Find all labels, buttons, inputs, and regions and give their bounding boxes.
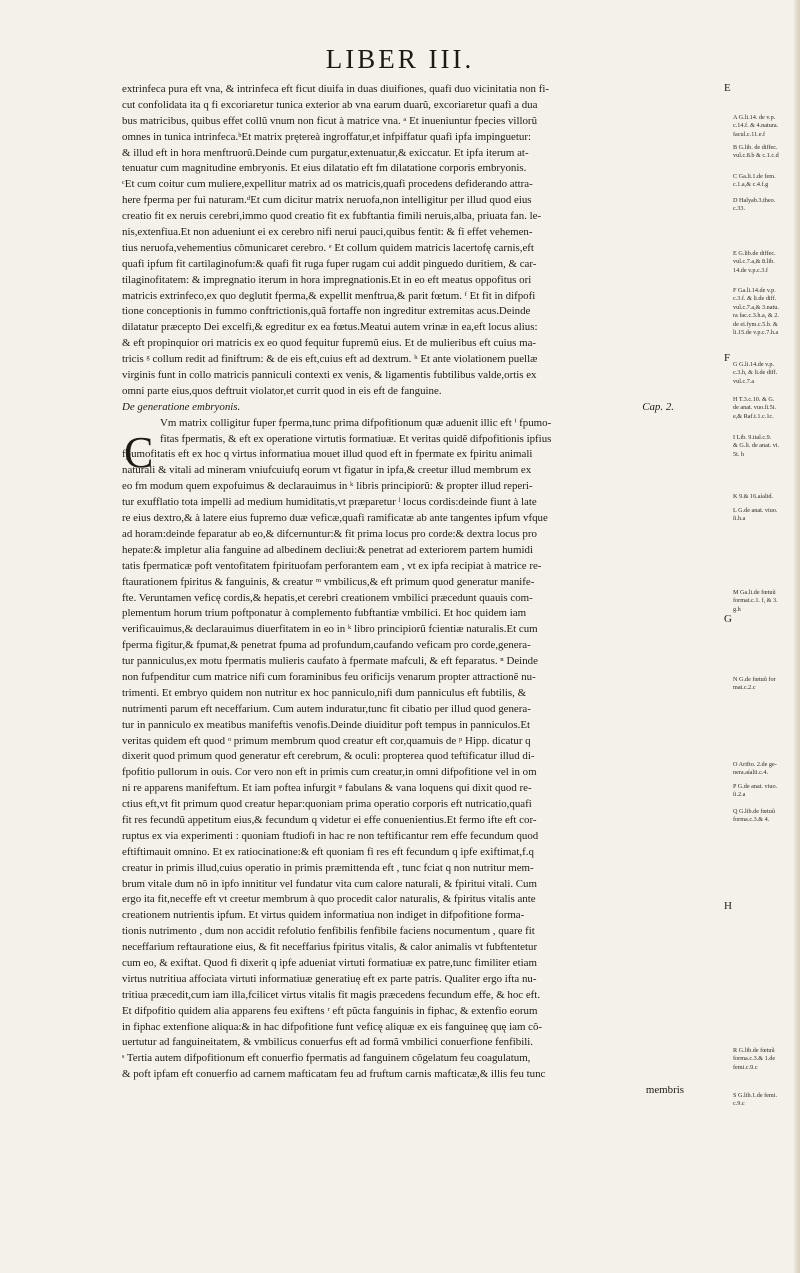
text-line: ftaurationem fpiritus & fanguinis, & creatur ᵐ vmbilicus,& eft primum quod generatur manife-: [122, 575, 535, 588]
margin-letter-g: G: [724, 613, 732, 625]
main-text: [122, 82, 722, 1099]
text-line: nis,extenfiua.Et non adueniunt ei ex cerebro nifi nerui pauci,quibus fentit: & fi effet vehemen-: [122, 226, 533, 239]
text-line: bus matricibus, quibus effet collũ vnum non ficut à matrice vna. ᵃ Et inueniuntur fpecies villorũ: [122, 114, 538, 127]
text-line: in fiphac extenfione aliqua:& in hac difpofitione funt veficę aliquæ ex eis fanguineę quę iam cõ-: [122, 1020, 543, 1033]
text-line: ᶜEt cum coitur cum muliere,expellitur matrix ad os matricis,quafi procedens defiderando attra-: [122, 178, 533, 191]
text-line: dilatatur præcepto Dei excelfi,& egreditur ex ea fœtus.Meatui autem vrinæ in ea,eft locus alius:: [122, 321, 538, 334]
text-line: Et difpofitio quidem alia apparens feu exiftens ʳ eft pũcta fanguinis in fiphac, & extenfio eorum: [122, 1004, 538, 1017]
text-line: ruptus ex via experimenti : quoniam ftudiofi in hac re non teftificantur rem effe fecundum quod: [122, 829, 539, 842]
text-line: hepate:& impletur alia fanguine ad albedinem decliui:& penetrat ad exteriorem partem humidi: [122, 543, 533, 556]
text-line: matricis extrinfeco,ex quo deglutit fperma,& expellit menftrua,& parit fœtum. ᶠ Et fit in difpofi: [122, 289, 536, 302]
margin-letter-f: F: [724, 352, 731, 364]
marginal-note-n: N G.de fœtuũ for mat.c.2.c: [733, 676, 776, 692]
marginal-note-m: M Ga.li.de fœtuũ format.c.1. f, & 3. g.h: [733, 589, 778, 613]
text-line: tione conceptionis in fummo conftrictionis,quã fortaffe non ingreditur extremitas acus.Deinde: [122, 305, 531, 318]
margin-letter-e: E: [724, 82, 731, 94]
text-line: ad horam:deinde feparatur ab eo,& difcernuntur:& fit prima locus pro corde:& dextra locus pro: [122, 527, 537, 540]
text-line: tenuatur cum magnitudine embryonis. Et eius dilatatio eft fm dilatatione corporis embryonis.: [122, 162, 527, 175]
text-line: tricis ᵍ collum redit ad finiftrum: & de eis eft,cuius eft ad dextrum. ʰ Et ante violationem puellæ: [122, 353, 538, 366]
text-line: re eius dextro,& à latere eius fupremo duæ veficæ,quafi ramificatæ ab ante tangentes ipfum vfque: [122, 512, 548, 525]
text-line: ni re apparens manifeftum. Et iam poftea infurgit ᵠ fabulans & vana loquens qui dixit quod re-: [122, 782, 532, 795]
text-line: & illud eft in hora menftruorũ.Deinde cum purgatur,extenuatur,& exiccatur. Et ipfa iterum at-: [122, 146, 529, 159]
text-line: fpumofitatis eft ex hoc q virtus informatiua mouet illud quod eft in fpermate ex fpiritu animali: [122, 448, 533, 461]
text-line: virtus nutritiua affociata virtuti informatiuæ generatiuę eft ex parte patris. Qualiter ergo ifta nu-: [122, 972, 537, 985]
text-line: omnes in tunica intrinfeca.ᵇEt matrix prętereà ingroffatur,et infpiffatur quafi ipfa impinguetur:: [122, 130, 531, 143]
marginal-note-g: G G.li.14.de v.p. c.3.h, & li.de diff. vul.c.7.a: [733, 361, 778, 385]
text-line: & poft ipfam eft conuerfio ad carnem mafticatam feu ad fruftum carnis mafticatæ,& illis feu tunc: [122, 1068, 546, 1081]
text-line: trimenti. Et embryo quidem non nutritur ex hoc panniculo,nifi dum panniculus eft fubtilis, &: [122, 686, 527, 699]
chapter-number: Cap. 2.: [642, 400, 674, 413]
text-line: tatis fpermaticæ poft ventofitatem fpirituofam perforantem eam , vt ex ipfa recipiat à matrice re-: [122, 559, 542, 572]
text-line: Vm matrix colligitur fuper fperma,tunc prima difpofitionum quæ aduenit illic eft ⁱ fpumo-: [160, 416, 552, 429]
text-line: creatio fit ex neruis cerebri,immo quod creatio fit ex fubftantia fimili neruis,alba, priuata fan. le-: [122, 210, 542, 223]
marginal-note-s: S G.lib.1.de femi. c.9.c: [733, 1092, 777, 1108]
text-line: fit res fecundũ appetitum eius,& fecundum q videtur ei effe conuenientius.Et fermo ifte eft cor-: [122, 813, 537, 826]
text-line: tius neruofa,vehementius cõmunicaret cerebro. ᵉ Et collum quidem matricis lacertofę carnis,eft: [122, 241, 534, 254]
page-edge-shadow: [794, 0, 800, 1273]
text-line: ergo ita fit,neceffe eft vt creetur membrum à quo procedit calor naturalis, & fpiritus vitalis ante: [122, 893, 536, 906]
chapter-heading: [122, 400, 722, 416]
marginal-note-f: F Ga.li.14.de v.p. c.3.f. & li.de diff. vul.c.7.a,& 3.natu. ra fac.c.3.h.a, & 2. de ei.fym.c.5.b. & li.15.de v.p.c.7.h.a: [733, 287, 779, 337]
text-line: dixerit quod primum quod generatur eft cerebrum, & oculi: propterea quod teftificatur illud di-: [122, 750, 535, 763]
marginal-note-e: E G.lib.de diffec. vul.c.7.a,& 8.lib. 14.de v.p.c.3.f: [733, 250, 776, 274]
marginal-note-r: R G.lib.de fœtuũ forma.c.3.& 1.de femi.c.9.c: [733, 1047, 776, 1071]
marginal-note-o: O Arifto. 2.de ge- nera.aíalii.c.4.: [733, 761, 777, 777]
marginal-note-b: B G.lib. de diffec. vul.c.8.b & c.1.c.d: [733, 144, 779, 160]
text-line: ˢ Tertia autem difpofitionum eft conuerfio fpermatis ad fanguinem cõgelatum feu coagulatum,: [122, 1052, 531, 1065]
marginal-note-i: I Lib. 9.ital.c.9. & G.li. de anat. vi. 5t. h: [733, 434, 780, 458]
chapter-title: De generatione embryonis.: [122, 400, 241, 413]
marginal-note-l: L G.de anat. viuo. ſi.h.a: [733, 507, 778, 523]
marginal-note-a: A G.li.14. de v.p. c.14.f. & 4.natura. facul.c.11.e.f: [733, 114, 779, 138]
text-line: membris: [645, 1084, 684, 1097]
text-line: quafi ipfum fit cartilaginofum:& quafi fit ruga fuper rugam cui addit pinguedo duritiem, & car-: [122, 257, 537, 270]
drop-cap: C: [124, 428, 154, 477]
text-line: cum eo, & exiftat. Quod fi dixerit q ipfe adueniat virtuti formatiuæ ex patre,tunc fimiliter etiam: [122, 956, 537, 969]
text-line: tilaginofitatem: & impregnatio iterum in hora impregnationis.Et in eo eft meatus oppofitus ori: [122, 273, 532, 286]
marginal-note-h: H T.3.c.10. & G. de anat. vuo.ſi.5i. e,& Raf.t.1.c.1c.: [733, 396, 776, 420]
text-line: eo fm modum quem expofuimus & declarauimus in ᵏ libris principiorũ: & propter illud reperi-: [122, 480, 533, 493]
text-line: virginis funt in collo matricis panniculi contexti ex venis, & ligamentis fubtilibus valde,ortis ex: [122, 369, 537, 382]
margin-letter-h: H: [724, 900, 732, 912]
text-line: brum vitale dum nõ in ipfo innititur vel fundatur vita cum calore naturali, & fpiritui vitali. Cum: [122, 877, 537, 890]
text-line: nutrimenti parum eft neceffarium. Cum autem induratur,tunc fit cibatio per illud quod genera-: [122, 702, 531, 715]
text-line: verificauimus,& declarauimus diuerfitatem in eo in ᵏ libro principiorũ fcientiæ naturalis.Et cum: [122, 623, 538, 636]
text-line: creationem nutrientis ipfum. Et virtus quidem informatiua non indiget in difpofitione forma-: [122, 909, 525, 922]
text-line: non fufpenditur cum matrice nifi cum foraminibus feu orificijs venarum propter attractionẽ nu-: [122, 670, 536, 683]
marginal-note-q: Q G.lib.de fœtuũ forma.c.3.& 4.: [733, 808, 775, 824]
text-line: tur in panniculo ex meatibus manifeftis venofis.Deinde diuiditur poft tempus in panniculos.Et: [122, 718, 531, 731]
text-line: naturali & vitali ad mineram vniufcuiufq eorum vt figatur in ipfa,& creetur illud membrum ex: [122, 464, 532, 477]
text-line: here fperma per fui naturam.ᵈEt cum dicitur matrix neruofa,non intelligitur per illud quod eius: [122, 194, 532, 207]
text-line: fte. Veruntamen veficę cordis,& hepatis,et cerebri creationem vmbilici præcedunt quauis com-: [122, 591, 533, 604]
text-line: tur exufflatio tota impelli ad medium humiditatis,vt præparetur ˡ locus cordis:deinde fiunt à late: [122, 496, 537, 509]
text-line: uertutur ad fanguineitatem, & vmbilicus conuerfus eft ad formã vmbilici conuerfione fenfibili.: [122, 1036, 533, 1049]
text-line: fpofitio pullorum in ouis. Cor vero non eft in primis cum creatur,in omni difpofitione vel in om: [122, 766, 537, 779]
text-line: neceffarium reftauratione eius, & fit neceffarius fpiritus vitalis, & calor animalis vt fubftentetur: [122, 941, 538, 954]
text-line: plementum horum trium poftponatur à complemento fubftantiæ vmbilici. Et hoc quidem iam: [122, 607, 527, 620]
marginal-note-k: K 9.& 16.aíalid.: [733, 493, 774, 500]
text-line: ctius eft,vt fit primum quod creatur hepar:quoniam prima operatio corporis eft nutricatio,quafi: [122, 798, 532, 811]
text-line: creatur in primis illud,cuius operatio in primis præmittenda eft , tunc fciat q non nutritur mem-: [122, 861, 534, 874]
marginal-note-d: D Halyab.3.theo. c.33.: [733, 197, 776, 213]
text-line: eftiftimauit omnino. Et ex ratiocinatione:& eft quoniam fi res eft fecundum q ipfe exiftimat,f.q: [122, 845, 534, 858]
text-line: tionis nutrimento , dum non accidit refolutio fenfibilis fenfibile faciens nocumentum , quare fit: [122, 925, 535, 938]
text-line: & eft propinquior ori matricis ex eo quod fequitur fupremũ eius. Et de mulieribus eft cuius ma-: [122, 337, 537, 350]
text-line: cut confolidata ita q fi excoriaretur tunica exterior ab vna earum duarũ, excoriaretur quafi a dua: [122, 98, 538, 111]
text-line: fitas fpermatis, & eft ex operatione virtutis formatiuæ. Et veritas quidẽ difpofitionis ipfius: [160, 432, 552, 445]
text-line: omni parte eius,quos deftruit violator,et currit quod in eis eft de fanguine.: [122, 384, 442, 397]
marginal-note-c: C Ga.li.1.de fem. c.1.a,& c.4.f.g: [733, 173, 776, 189]
page-header: LIBER III.: [325, 44, 475, 74]
text-line: fperma figitur,& fpumat,& penetrat fpuma ad profundum,caufando veficam pro corde,genera-: [122, 639, 531, 652]
marginal-note-p: P G.de anat. viuo. ſi.2.a: [733, 783, 778, 799]
text-line: extrinfeca pura eft vna, & intrinfeca eft ficut diuifa in duas diuifiones, quafi duo vicinitatia non fi-: [122, 83, 550, 95]
text-line: tritiua præcedit,cum iam illa,fcilicet virtus vitalis fit magis præcedens fecundum effe, & hoc eft.: [122, 988, 541, 1001]
text-line: tur panniculus,ex motu fpermatis mulieris caufato à fpermate mafculi, & eft feparatus. ⁿ Deinde: [122, 655, 538, 668]
text-line: veritas quidem eft quod ᵒ primum membrum quod creatur eft cor,quamuis de ᵖ Hipp. dicatur q: [122, 734, 531, 747]
